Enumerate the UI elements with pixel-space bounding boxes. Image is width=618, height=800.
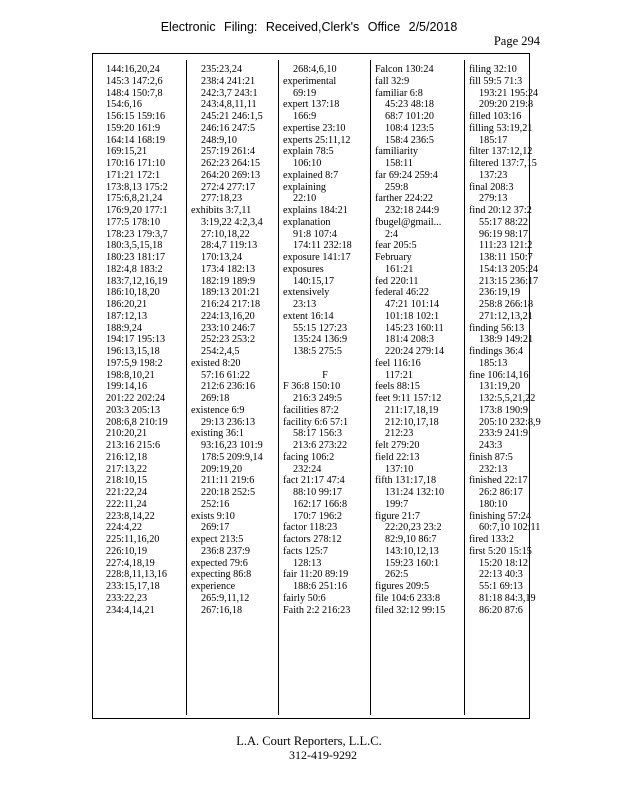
index-line: 175:6,8,21,24 bbox=[106, 193, 163, 205]
column-divider bbox=[370, 60, 371, 715]
index-line: 213:15 236:17 bbox=[479, 275, 539, 287]
index-line: 232:18 244:9 bbox=[385, 205, 440, 216]
index-line: 3:19,22 4:2,3,4 bbox=[201, 216, 263, 228]
index-line: filtered 137:7,15 bbox=[469, 158, 537, 169]
index-line: filter 137:12,12 bbox=[469, 146, 533, 158]
index-line: 173:8,13 175:2 bbox=[106, 181, 168, 193]
index-line: 26:2 86:17 bbox=[479, 487, 523, 498]
index-column-5 bbox=[469, 64, 541, 616]
index-line: 158:11 bbox=[385, 158, 413, 169]
index-line: 236:19,19 bbox=[479, 287, 521, 299]
index-line: 248:9,10 bbox=[201, 134, 237, 146]
index-line: fbugel@gmail... bbox=[375, 216, 442, 228]
index-line: 233:15,17,18 bbox=[106, 581, 160, 592]
index-line: 254:2,4,5 bbox=[201, 346, 240, 357]
index-line: federal 46:22 bbox=[375, 287, 430, 299]
index-line: 131:19,20 bbox=[479, 381, 521, 393]
index-line: 243:3 bbox=[479, 440, 503, 451]
index-line: fall 32:9 bbox=[375, 75, 410, 87]
index-line: 221:22,24 bbox=[106, 487, 148, 498]
index-line: 188:6 251:16 bbox=[293, 581, 348, 592]
index-line: 27:10,18,22 bbox=[201, 228, 250, 240]
index-line: expect 213:5 bbox=[191, 534, 244, 545]
index-line: 101:18 102:1 bbox=[385, 310, 440, 322]
index-line: 252:23 253:2 bbox=[201, 334, 256, 346]
index-line: fine 106:14,16 bbox=[469, 369, 529, 381]
index-line: 183:7,12,16,19 bbox=[106, 275, 168, 287]
index-line: 211:11 219:6 bbox=[201, 475, 255, 487]
index-column-1 bbox=[106, 64, 184, 616]
index-line: Falcon 130:24 bbox=[375, 64, 434, 75]
index-line: 186:10,18,20 bbox=[106, 287, 160, 299]
index-line: 213:16 215:6 bbox=[106, 440, 161, 451]
index-line: 111:23 121:2 bbox=[479, 240, 533, 252]
index-line: 60:7,10 102:11 bbox=[479, 522, 541, 534]
index-line: existing 36:1 bbox=[191, 428, 244, 440]
page-number: Page 294 bbox=[493, 34, 540, 48]
index-line: 117:21 bbox=[385, 369, 413, 381]
index-line: 262:5 bbox=[385, 569, 409, 581]
index-line: 132:5,5,21,22 bbox=[479, 393, 536, 404]
index-line: 28:4,7 119:13 bbox=[201, 240, 258, 252]
index-line: 173:8 190:9 bbox=[479, 404, 528, 416]
index-line: felt 279:20 bbox=[375, 440, 420, 451]
index-line: 148:4 150:7,8 bbox=[106, 87, 163, 99]
index-line: 205:10 232:8,9 bbox=[479, 416, 541, 428]
index-line: 185:13 bbox=[479, 357, 508, 369]
index-line: 232:13 bbox=[479, 463, 508, 475]
index-column-3 bbox=[283, 64, 367, 616]
index-line: finish 87:5 bbox=[469, 451, 513, 463]
index-line: find 20:12 37:2 bbox=[469, 205, 532, 216]
index-line: 137:23 bbox=[479, 169, 508, 181]
index-line: 209:19,20 bbox=[201, 463, 243, 475]
column-divider bbox=[186, 60, 187, 715]
index-line: 68:7 101:20 bbox=[385, 111, 434, 122]
index-line: 264:20 269:13 bbox=[201, 169, 261, 181]
index-line: 269:18 bbox=[201, 393, 230, 404]
index-line: 93:16,23 101:9 bbox=[201, 440, 263, 451]
index-line: 246:16 247:5 bbox=[201, 122, 256, 134]
index-line: facilities 87:2 bbox=[283, 404, 339, 416]
index-line: 47:21 101:14 bbox=[385, 299, 440, 310]
index-line: 138:9 149:21 bbox=[479, 334, 534, 346]
index-line bbox=[283, 358, 367, 370]
index-line: 236:8 237:9 bbox=[201, 545, 250, 557]
index-line: F 36:8 150:10 bbox=[283, 381, 341, 393]
index-line: 22:20,23 23:2 bbox=[385, 522, 442, 534]
index-line: 220:24 279:14 bbox=[385, 346, 445, 357]
index-line: extensively bbox=[283, 287, 330, 299]
index-line: 169:15,21 bbox=[106, 146, 148, 158]
index-line: facts 125:7 bbox=[283, 545, 328, 557]
index-line: explained 8:7 bbox=[283, 169, 339, 181]
index-line: facing 106:2 bbox=[283, 451, 335, 463]
index-line: 196:13,15,18 bbox=[106, 346, 160, 357]
index-line: 187:12,13 bbox=[106, 310, 148, 322]
index-line: 226:10,19 bbox=[106, 545, 148, 557]
index-line: 138:11 150:7 bbox=[479, 252, 533, 263]
index-line: 224:4,22 bbox=[106, 522, 142, 534]
index-line: expecting 86:8 bbox=[191, 569, 252, 581]
index-line: 161:21 bbox=[385, 263, 414, 275]
index-line: fired 133:2 bbox=[469, 534, 514, 545]
index-line: 144:16,20,24 bbox=[106, 64, 160, 75]
index-line: factors 278:12 bbox=[283, 534, 342, 545]
index-line: 131:24 132:10 bbox=[385, 487, 445, 498]
index-line: 234:4,14,21 bbox=[106, 604, 155, 616]
index-line: 55:15 127:23 bbox=[293, 322, 348, 334]
index-line: 242:3,7 243:1 bbox=[201, 87, 258, 99]
index-line: 216:12,18 bbox=[106, 451, 148, 463]
index-line: 185:17 bbox=[479, 134, 508, 146]
index-line: 232:24 bbox=[293, 463, 322, 475]
index-line: field 22:13 bbox=[375, 451, 420, 463]
index-line: final 208:3 bbox=[469, 181, 514, 193]
index-line: 106:10 bbox=[293, 158, 322, 169]
index-line: explain 78:5 bbox=[283, 146, 334, 158]
index-line: findings 36:4 bbox=[469, 346, 524, 357]
index-line: 209:20 219:8 bbox=[479, 99, 534, 111]
index-line: 212:6 236:16 bbox=[201, 381, 256, 393]
index-line: expert 137:18 bbox=[283, 99, 340, 111]
index-line: 180:10 bbox=[479, 498, 508, 510]
index-line: 216:3 249:5 bbox=[293, 393, 342, 404]
index-line: filed 32:12 99:15 bbox=[375, 604, 446, 616]
index-line: 265:9,11,12 bbox=[201, 592, 250, 604]
index-line: 238:4 241:21 bbox=[201, 75, 256, 87]
index-line: 201:22 202:24 bbox=[106, 393, 166, 404]
index-line: 81:18 84:3,19 bbox=[479, 592, 536, 604]
index-line: fair 11:20 89:19 bbox=[283, 569, 349, 581]
index-line: exposure 141:17 bbox=[283, 252, 351, 263]
index-line: 88:10 99:17 bbox=[293, 487, 342, 498]
index-line: filling 53:19,21 bbox=[469, 122, 533, 134]
index-line: experimental bbox=[283, 75, 337, 87]
index-line: 272:4 277:17 bbox=[201, 181, 256, 193]
index-line: 145:3 147:2,6 bbox=[106, 75, 163, 87]
index-line: 82:9,10 86:7 bbox=[385, 534, 437, 545]
index-line: 252:16 bbox=[201, 498, 230, 510]
index-line: 220:18 252:5 bbox=[201, 487, 256, 498]
index-line: 69:19 bbox=[293, 87, 317, 99]
reporter-phone: 312-419-9292 bbox=[289, 748, 357, 762]
index-column-2 bbox=[191, 64, 275, 616]
index-line: 57:16 61:22 bbox=[201, 369, 250, 381]
index-line: finishing 57:24 bbox=[469, 510, 531, 522]
index-line: familiar 6:8 bbox=[375, 87, 423, 99]
index-line: February bbox=[375, 252, 412, 263]
column-divider bbox=[278, 60, 279, 715]
index-line: first 5:20 15:15 bbox=[469, 545, 532, 557]
index-line: 86:20 87:6 bbox=[479, 604, 523, 616]
index-line: 143:10,12,13 bbox=[385, 545, 439, 557]
index-line: 211:17,18,19 bbox=[385, 404, 439, 416]
index-line: 15:20 18:12 bbox=[479, 557, 528, 569]
index-line: 91:8 107:4 bbox=[293, 228, 337, 240]
index-line: 23:13 bbox=[293, 299, 317, 310]
index-line: 186:20,21 bbox=[106, 299, 148, 310]
index-line: 243:4,8,11,11 bbox=[201, 99, 257, 111]
index-line: 154:13 205:24 bbox=[479, 263, 539, 275]
index-line: 235:23,24 bbox=[201, 64, 243, 75]
index-line: facility 6:6 57:1 bbox=[283, 416, 349, 428]
index-line: fed 220:11 bbox=[375, 275, 419, 287]
index-line: feel 116:16 bbox=[375, 357, 421, 369]
index-line: 178:23 179:3,7 bbox=[106, 228, 168, 240]
index-line: 188:9,24 bbox=[106, 322, 142, 334]
index-line: 96:19 98:17 bbox=[479, 228, 528, 240]
index-line: 258:8 266:18 bbox=[479, 299, 534, 310]
index-line: 216:24 217:18 bbox=[201, 299, 261, 310]
index-column-4 bbox=[375, 64, 461, 616]
index-line: file 104:6 233:8 bbox=[375, 592, 441, 604]
index-line: 269:17 bbox=[201, 522, 230, 534]
index-line: 2:4 bbox=[385, 228, 399, 240]
index-line: 58:17 156:3 bbox=[293, 428, 342, 440]
index-line: experts 25:11,12 bbox=[283, 134, 351, 146]
index-line: 182:19 189:9 bbox=[201, 275, 256, 287]
index-line: 128:13 bbox=[293, 557, 322, 569]
index-line: 210:20,21 bbox=[106, 428, 148, 440]
index-line: 158:4 236:5 bbox=[385, 134, 434, 146]
filing-header: Electronic Filing: Received,Clerk's Office 2/5/2018 bbox=[160, 20, 458, 34]
index-line: 233:9 241:9 bbox=[479, 428, 528, 440]
index-line: 245:21 246:1,5 bbox=[201, 111, 263, 122]
index-line: 268:4,6,10 bbox=[293, 64, 337, 75]
index-line: 170:7 196:2 bbox=[293, 510, 342, 522]
index-line: 55:17 88:22 bbox=[479, 216, 528, 228]
index-line: 176:9,20 177:1 bbox=[106, 205, 168, 216]
index-line: explains 184:21 bbox=[283, 205, 348, 216]
index-line: 271:12,13,21 bbox=[479, 310, 533, 322]
index-line: expected 79:6 bbox=[191, 557, 248, 569]
index-line: 228:8,11,13,16 bbox=[106, 569, 168, 581]
index-line: 259:8 bbox=[385, 181, 409, 193]
index-line: 166:9 bbox=[293, 111, 317, 122]
index-line: feels 88:15 bbox=[375, 381, 420, 393]
index-line: Faith 2:2 216:23 bbox=[283, 604, 351, 616]
index-line: finding 56:13 bbox=[469, 322, 525, 334]
index-line: 224:13,16,20 bbox=[201, 310, 255, 322]
index-line: 170:16 171:10 bbox=[106, 158, 166, 169]
index-line: 267:16,18 bbox=[201, 604, 243, 616]
index-line: expertise 23:10 bbox=[283, 122, 346, 134]
index-line: 154:6,16 bbox=[106, 99, 142, 111]
index-line: filing 32:10 bbox=[469, 64, 517, 75]
index-line: finished 22:17 bbox=[469, 475, 528, 487]
index-line: 233:10 246:7 bbox=[201, 322, 256, 334]
index-line: extent 16:14 bbox=[283, 310, 334, 322]
index-line: 178:5 209:9,14 bbox=[201, 451, 263, 463]
index-line: 222:11,24 bbox=[106, 498, 147, 510]
index-line: 193:21 195:24 bbox=[479, 87, 539, 99]
index-line: 171:21 172:1 bbox=[106, 169, 161, 181]
index-line: 217:13,22 bbox=[106, 463, 148, 475]
index-line: 55:1 69:13 bbox=[479, 581, 523, 592]
index-line: 177:5 178:10 bbox=[106, 216, 161, 228]
index-line: 108:4 123:5 bbox=[385, 122, 434, 134]
reporter-company: L.A. Court Reporters, L.L.C. bbox=[236, 734, 382, 748]
index-line: explaining bbox=[283, 181, 327, 193]
index-line: 189:13 201:21 bbox=[201, 287, 261, 299]
index-line: existed 8:20 bbox=[191, 357, 241, 369]
index-line: 174:11 232:18 bbox=[293, 240, 352, 252]
index-line: exhibits 3:7,11 bbox=[191, 205, 252, 216]
index-line: existence 6:9 bbox=[191, 404, 245, 416]
index-line: 257:19 261:4 bbox=[201, 146, 256, 158]
index-line: factor 118:23 bbox=[283, 522, 338, 534]
index-line: 198:8,10,21 bbox=[106, 369, 155, 381]
index-line: explanation bbox=[283, 216, 331, 228]
index-line: 218:10,15 bbox=[106, 475, 148, 487]
index-line: 194:17 195:13 bbox=[106, 334, 166, 346]
index-line: 277:18,23 bbox=[201, 193, 243, 205]
index-line: 262:23 264:15 bbox=[201, 158, 261, 169]
index-line: 182:4,8 183:2 bbox=[106, 263, 163, 275]
index-line: 212:10,17,18 bbox=[385, 416, 439, 428]
index-line: 138:5 275:5 bbox=[293, 346, 342, 357]
index-line: figures 209:5 bbox=[375, 581, 430, 592]
index-line: 159:20 161:9 bbox=[106, 122, 161, 134]
index-line: fear 205:5 bbox=[375, 240, 417, 252]
index-line: 197:5,9 198:2 bbox=[106, 357, 163, 369]
index-line: 212:23 bbox=[385, 428, 414, 440]
index-line: fairly 50:6 bbox=[283, 592, 326, 604]
index-line: 22:13 40:3 bbox=[479, 569, 523, 581]
index-line: 213:6 273:22 bbox=[293, 440, 348, 451]
index-line: figure 21:7 bbox=[375, 510, 420, 522]
column-divider bbox=[464, 60, 465, 715]
index-line: fill 59:5 71:3 bbox=[469, 75, 523, 87]
index-line: 137:10 bbox=[385, 463, 414, 475]
index-line: 156:15 159:16 bbox=[106, 111, 166, 122]
index-line: 203:3 205:13 bbox=[106, 404, 161, 416]
index-line: exposures bbox=[283, 263, 324, 275]
index-line: 227:4,18,19 bbox=[106, 557, 155, 569]
index-line: 233:22,23 bbox=[106, 592, 148, 604]
index-line: 159:23 160:1 bbox=[385, 557, 440, 569]
index-line: 135:24 136:9 bbox=[293, 334, 348, 346]
index-line: farther 224:22 bbox=[375, 193, 433, 205]
index-line: 223:8,14,22 bbox=[106, 510, 155, 522]
index-line: 180:23 181:17 bbox=[106, 252, 166, 263]
section-letter: F bbox=[322, 369, 328, 381]
index-line: familiarity bbox=[375, 146, 418, 158]
index-line: fact 21:17 47:4 bbox=[283, 475, 345, 487]
index-line: 199:14,16 bbox=[106, 381, 148, 393]
index-line: experience bbox=[191, 581, 236, 592]
index-line: 173:4 182:13 bbox=[201, 263, 256, 275]
index-line: feet 9:11 157:12 bbox=[375, 393, 442, 404]
index-line: 145:23 160:11 bbox=[385, 322, 444, 334]
index-line: 181:4 208:3 bbox=[385, 334, 434, 346]
index-line: 199:7 bbox=[385, 498, 409, 510]
index-line: exists 9:10 bbox=[191, 510, 235, 522]
index-line: far 69:24 259:4 bbox=[375, 169, 438, 181]
index-line: 140:15,17 bbox=[293, 275, 335, 287]
index-line: 164:14 168:19 bbox=[106, 134, 166, 146]
index-line: 180:3,5,15,18 bbox=[106, 240, 163, 252]
index-line: 162:17 166:8 bbox=[293, 498, 348, 510]
index-line: 22:10 bbox=[293, 193, 317, 205]
index-line: 279:13 bbox=[479, 193, 508, 205]
index-line: 225:11,16,20 bbox=[106, 534, 160, 545]
index-line: 29:13 236:13 bbox=[201, 416, 256, 428]
index-line: 170:13,24 bbox=[201, 252, 243, 263]
index-line: 45:23 48:18 bbox=[385, 99, 434, 111]
index-line: 208:6,8 210:19 bbox=[106, 416, 168, 428]
index-line: fifth 131:17,18 bbox=[375, 475, 437, 487]
index-line: filled 103:16 bbox=[469, 111, 522, 122]
